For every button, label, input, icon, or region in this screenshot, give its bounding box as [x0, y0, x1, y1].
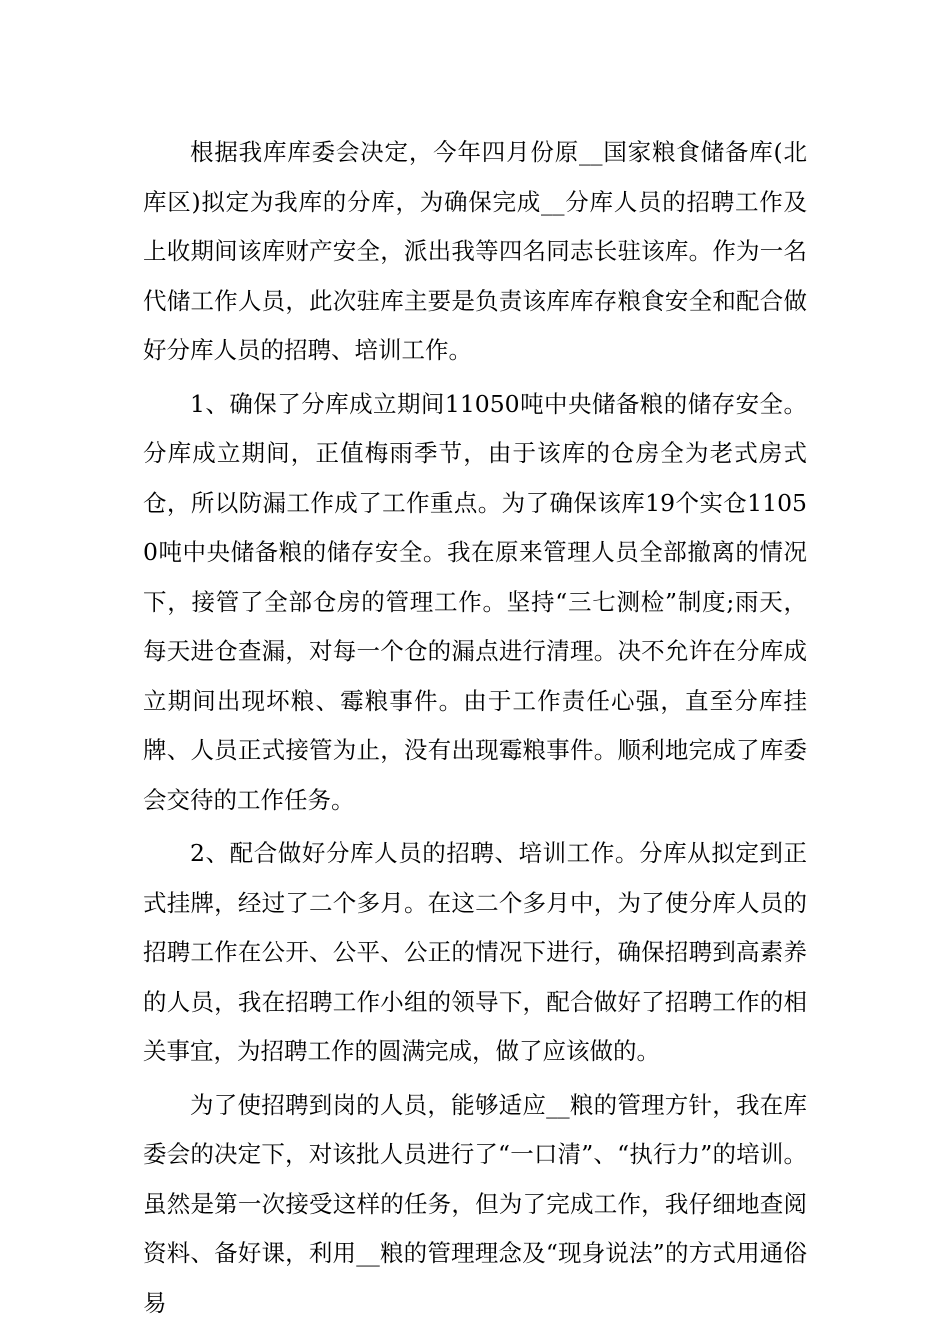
paragraph-intro: 根据我库库委会决定，今年四月份原__国家粮食储备库(北库区)拟定为我库的分库，为确保完成__分库人员的招聘工作及上收期间该库财产安全，派出我等四名同志长驻该库。作为一名代储工作人员，此次驻库主要是负责该库库存粮食安全和配合做好分库人员的招聘、培训工作。 — [143, 138, 807, 364]
document-body — [143, 128, 807, 1332]
paragraph-item-1: 1、确保了分库成立期间11050吨中央储备粮的储存安全。分库成立期间，正值梅雨季节，由于该库的仓房全为老式房式仓，所以防漏工作成了工作重点。为了确保该库19个实仓11050吨中央储备粮的储存安全。我在原来管理人员全部撤离的情况下，接管了全部仓房的管理工作。坚持“三七测检”制度;雨天，每天进仓查漏，对每一个仓的漏点进行清理。决不允许在分库成立期间出现坏粮、霉粮事件。由于工作责任心强，直至分库挂牌、人员正式接管为止，没有出现霉粮事件。顺利地完成了库委会交待的工作任务。 — [143, 389, 807, 814]
paragraph-item-2: 2、配合做好分库人员的招聘、培训工作。分库从拟定到正式挂牌，经过了二个多月。在这二个多月中，为了使分库人员的招聘工作在公开、公平、公正的情况下进行，确保招聘到高素养的人员，我在招聘工作小组的领导下，配合做好了招聘工作的相关事宜，为招聘工作的圆满完成，做了应该做的。 — [143, 839, 807, 1065]
paragraph-training: 为了使招聘到岗的人员，能够适应__粮的管理方针，我在库委会的决定下，对该批人员进行了“一口清”、“执行力”的培训。虽然是第一次接受这样的任务，但为了完成工作，我仔细地查阅资料、备好课，利用__粮的管理理念及“现身说法”的方式用通俗易 — [143, 1090, 807, 1317]
